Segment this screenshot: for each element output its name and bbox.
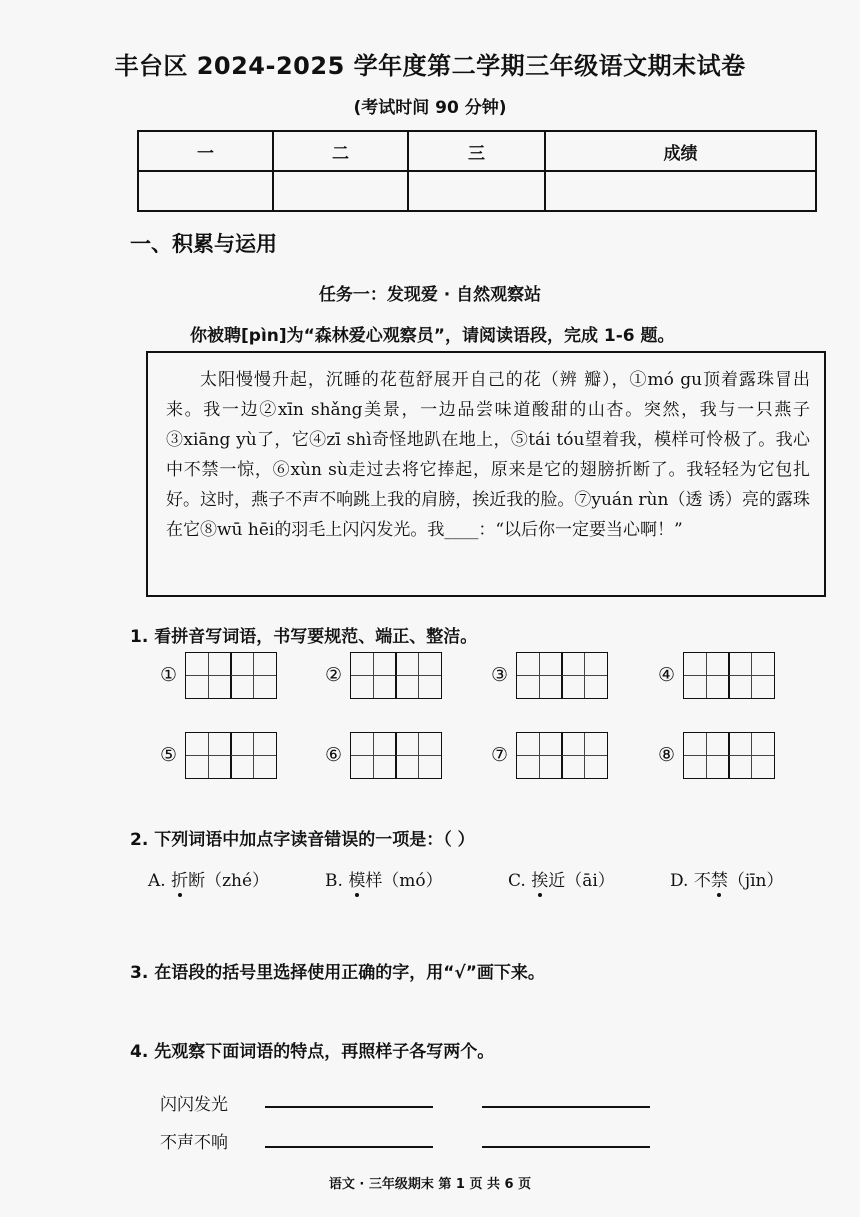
option-c-dotted-char: 挨 <box>531 871 549 891</box>
option-b[interactable] <box>325 866 443 891</box>
tianzige-cell[interactable] <box>395 652 442 699</box>
example-word-2: 不声不响 <box>160 1133 228 1153</box>
task-title: 任务一：发现爱 · 自然观察站 <box>318 285 542 305</box>
answer-line-2a[interactable] <box>265 1146 433 1148</box>
tianzige-cell[interactable] <box>516 652 563 699</box>
option-b-prefix: B. <box>325 871 349 891</box>
option-b-dotted-char: 模 <box>348 871 366 891</box>
tianzige-cell[interactable] <box>683 652 730 699</box>
tianzige-boxes[interactable] <box>684 732 775 779</box>
tianzige-cell[interactable] <box>561 652 608 699</box>
tianzige-boxes[interactable] <box>186 652 277 699</box>
option-c[interactable] <box>508 866 615 891</box>
exam-duration: (考试时间 90 分钟) <box>353 98 507 118</box>
tianzige-boxes[interactable] <box>684 652 775 699</box>
answer-line-1b[interactable] <box>482 1106 650 1108</box>
tianzige-boxes[interactable] <box>517 652 608 699</box>
option-b-rest: 样（mó） <box>365 871 443 891</box>
answer-grid-number: ④ <box>658 664 676 686</box>
example-word-1: 闪闪发光 <box>160 1095 228 1115</box>
score-cell-total[interactable] <box>545 171 816 211</box>
tianzige-cell[interactable] <box>561 732 608 779</box>
question-3: 3. 在语段的括号里选择使用正确的字，用“√”画下来。 <box>130 963 545 983</box>
score-cell-1[interactable] <box>138 171 273 211</box>
tianzige-cell[interactable] <box>185 652 232 699</box>
option-d-dotted-char: 禁 <box>710 871 728 891</box>
tianzige-boxes[interactable] <box>186 732 277 779</box>
score-header-1: 一 <box>138 131 273 171</box>
answer-grid-number: ② <box>325 664 343 686</box>
answer-grid-number: ⑥ <box>325 744 343 766</box>
exam-title: 丰台区 2024-2025 学年度第二学期三年级语文期末试卷 <box>114 52 746 80</box>
score-header-2: 二 <box>273 131 408 171</box>
tianzige-cell[interactable] <box>728 652 775 699</box>
question-2: 2. 下列词语中加点字读音错误的一项是：（ ） <box>130 830 475 850</box>
tianzige-boxes[interactable] <box>351 732 442 779</box>
tianzige-cell[interactable] <box>230 652 277 699</box>
answer-grid-number: ⑧ <box>658 744 676 766</box>
answer-line-2b[interactable] <box>482 1146 650 1148</box>
tianzige-boxes[interactable] <box>351 652 442 699</box>
score-header-3: 三 <box>408 131 545 171</box>
option-d-rest: （jīn） <box>727 871 784 891</box>
tianzige-cell[interactable] <box>683 732 730 779</box>
tianzige-cell[interactable] <box>185 732 232 779</box>
tianzige-cell[interactable] <box>350 732 397 779</box>
option-c-rest: 近（āi） <box>548 871 615 891</box>
score-table <box>137 130 817 212</box>
question-4: 4. 先观察下面词语的特点，再照样子各写两个。 <box>130 1042 495 1062</box>
option-a[interactable] <box>148 866 269 891</box>
page-footer: 语文 · 三年级期末 第 1 页 共 6 页 <box>328 1177 532 1192</box>
option-d-prefix: D. 不 <box>670 871 711 891</box>
tianzige-cell[interactable] <box>230 732 277 779</box>
tianzige-cell[interactable] <box>395 732 442 779</box>
score-cell-2[interactable] <box>273 171 408 211</box>
answer-grid-number: ⑤ <box>160 744 178 766</box>
score-header-total: 成绩 <box>545 131 816 171</box>
answer-grid-number: ③ <box>491 664 509 686</box>
reading-passage: 太阳慢慢升起，沉睡的花苞舒展开自己的花（辨 瓣），①mó gu顶着露珠冒出来。我一边②xīn shǎng美景，一边品尝味道酸甜的山杏。突然，我与一只燕子③xiāng yù了，它④zī shì奇怪地趴在地上，⑤tái tóu望着我，模样可怜极了。我心中不禁一惊，⑥xùn sù走过去将它捧起，原来是它的翅膀折断了。我轻轻为它包扎好。这时，燕子不声不响跳上我的肩膀，挨近我的脸。⑦yuán rùn（透 诱）亮的露珠在它⑧wū hēi的羽毛上闪闪发光。我____：“以后你一定要当心啊！” <box>146 351 826 597</box>
section-title: 一、积累与运用 <box>130 232 277 256</box>
task-intro: 你被聘[pìn]为“森林爱心观察员”，请阅读语段，完成 1-6 题。 <box>190 326 675 346</box>
tianzige-boxes[interactable] <box>517 732 608 779</box>
option-a-dotted-char: 折 <box>171 871 189 891</box>
tianzige-cell[interactable] <box>350 652 397 699</box>
answer-grid-number: ⑦ <box>491 744 509 766</box>
option-d[interactable] <box>670 866 784 891</box>
option-a-prefix: A. <box>148 871 172 891</box>
option-a-rest: 断（zhé） <box>188 871 270 891</box>
score-cell-3[interactable] <box>408 171 545 211</box>
tianzige-cell[interactable] <box>728 732 775 779</box>
option-c-prefix: C. <box>508 871 532 891</box>
answer-line-1a[interactable] <box>265 1106 433 1108</box>
question-1: 1. 看拼音写词语，书写要规范、端正、整洁。 <box>130 627 478 647</box>
tianzige-cell[interactable] <box>516 732 563 779</box>
answer-grid-number: ① <box>160 664 178 686</box>
